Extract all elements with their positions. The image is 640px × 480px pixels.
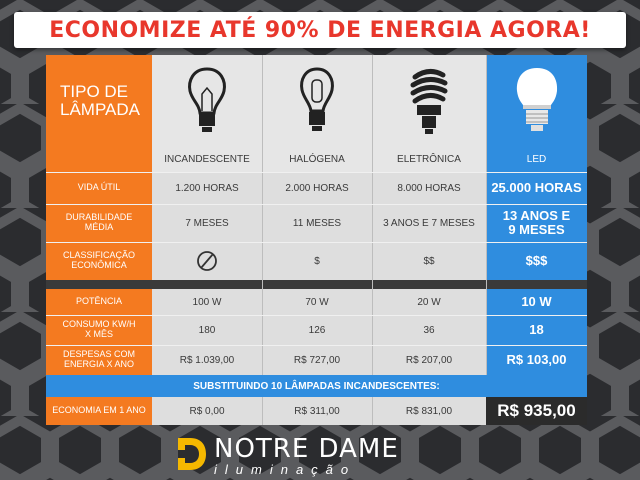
- substitution-bar: SUBSTITUINDO 10 LÂMPADAS INCANDESCENTES:: [46, 375, 587, 397]
- lamp-name: ELETRÔNICA: [372, 147, 486, 172]
- icon-cell-halogen: [262, 55, 372, 147]
- table-cell: R$ 207,00: [372, 345, 486, 375]
- icon-cell-cfl: [372, 55, 486, 147]
- table-cell: 10 W: [486, 289, 587, 315]
- lamp-name: HALÓGENA: [262, 147, 372, 172]
- table-cell: R$ 103,00: [486, 345, 587, 375]
- table-cell: [152, 242, 262, 280]
- lamp-name: LED: [486, 147, 587, 172]
- row-label: DESPESAS COM ENERGIA X ANO: [46, 345, 152, 375]
- table-cell: R$ 0,00: [152, 397, 262, 425]
- no-rating-icon: [196, 250, 218, 272]
- table-cell: 18: [486, 315, 587, 345]
- grid-line: [46, 345, 587, 346]
- table-cell: $$$: [486, 242, 587, 280]
- table-cell: 20 W: [372, 289, 486, 315]
- table-cell: R$ 1.039,00: [152, 345, 262, 375]
- table-cell: 100 W: [152, 289, 262, 315]
- comparison-table: [46, 55, 587, 425]
- row-label: POTÊNCIA: [46, 289, 152, 315]
- table-cell: 13 ANOS E 9 MESES: [486, 204, 587, 242]
- cfl-bulb-icon: [407, 65, 451, 137]
- table-cell: 70 W: [262, 289, 372, 315]
- economy-label: ECONOMIA EM 1 ANO: [46, 397, 152, 425]
- table-cell: R$ 831,00: [372, 397, 486, 425]
- table-cell: R$ 311,00: [262, 397, 372, 425]
- icon-cell-incandescent: [152, 55, 262, 147]
- row-label: CLASSIFICAÇÃO ECONÔMICA: [46, 242, 152, 280]
- table-cell: 25.000 HORAS: [486, 172, 587, 204]
- brand-logo: [176, 434, 436, 477]
- table-cell: 3 ANOS E 7 MESES: [372, 204, 486, 242]
- grid-line: [46, 204, 587, 205]
- halogen-bulb-icon: [295, 66, 339, 136]
- table-cell: $$: [372, 242, 486, 280]
- table-cell: 126: [262, 315, 372, 345]
- table-cell: 11 MESES: [262, 204, 372, 242]
- grid-line: [262, 55, 263, 375]
- brand-name: NOTRE DAME: [214, 434, 399, 464]
- row-label: CONSUMO KW/H X MÊS: [46, 315, 152, 345]
- row-label: VIDA ÚTIL: [46, 172, 152, 204]
- table-cell: R$ 727,00: [262, 345, 372, 375]
- table-cell: 1.200 HORAS: [152, 172, 262, 204]
- incandescent-bulb-icon: [185, 66, 229, 136]
- grid-line: [486, 55, 487, 375]
- brand-logo-icon: [176, 436, 208, 472]
- grid-line: [372, 397, 373, 425]
- lamp-names-label: [46, 147, 152, 172]
- grid-line: [46, 172, 587, 173]
- table-cell: 8.000 HORAS: [372, 172, 486, 204]
- table-cell: 2.000 HORAS: [262, 172, 372, 204]
- row-label: DURABILIDADE MÉDIA: [46, 204, 152, 242]
- section-divider: [46, 280, 587, 289]
- icon-cell-led: [486, 55, 587, 147]
- table-cell: 180: [152, 315, 262, 345]
- grid-line: [262, 397, 263, 425]
- table-cell: 7 MESES: [152, 204, 262, 242]
- brand-subtitle: iluminação: [214, 462, 357, 477]
- table-cell: 36: [372, 315, 486, 345]
- grid-line: [372, 55, 373, 375]
- economy-total: R$ 935,00: [486, 397, 587, 425]
- header-label: TIPO DE LÂMPADA: [46, 55, 152, 147]
- headline-banner: [14, 12, 626, 48]
- led-bulb-icon: [513, 65, 561, 137]
- headline-text: ECONOMIZE ATÉ 90% DE ENERGIA AGORA!: [49, 17, 591, 43]
- grid-line: [46, 242, 587, 243]
- grid-line: [46, 315, 587, 316]
- lamp-name: INCANDESCENTE: [152, 147, 262, 172]
- table-cell: $: [262, 242, 372, 280]
